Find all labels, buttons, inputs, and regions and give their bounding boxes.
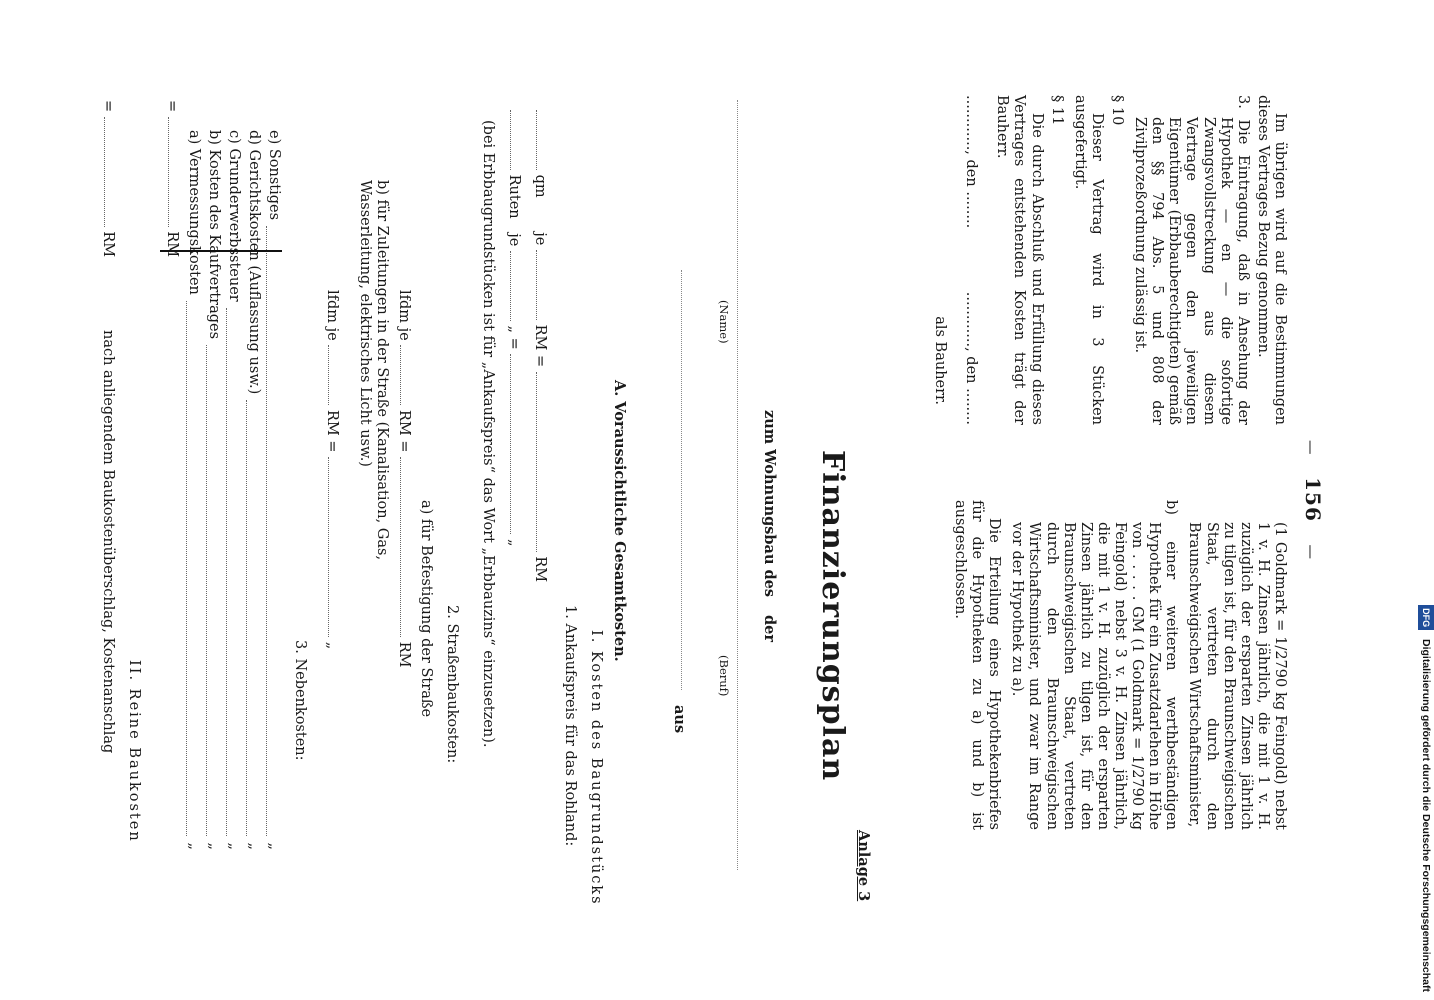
neben-row: b) Kosten des Kaufvertrages „ — [202, 130, 222, 850]
section-2-text: nach anliegendem Baukostenüberschlag, Kostenanschlag — [100, 330, 116, 754]
page-number: 156 — [1301, 477, 1325, 522]
digitization-credit — [1418, 8, 1434, 992]
date-right: ............, den ........ — [963, 291, 980, 425]
neben-label: b) Kosten des Kaufvertrages — [206, 130, 222, 340]
section-1-3-label: 3. Nebenkosten: — [292, 640, 308, 761]
neben-label: c) Grunderwerbssteuer — [226, 130, 242, 302]
strasse-b-label: b) für Zuleitungen in der Straße (Kanalisation, Gas, Wasserleitung, elektrisches Licht usw.) — [356, 180, 390, 561]
neben-row: a) Vermessungskosten „ — [182, 130, 202, 850]
date-row — [962, 95, 979, 425]
form-title: Finanzierungsplan — [815, 450, 850, 782]
nebenkosten-total-row: = RM — [164, 100, 180, 258]
strasse-a-row: lfdm je RM = RM — [396, 290, 412, 668]
right-paragraph-3: Dieser Vertrag wird in 3 Stücken ausgefertigt. — [1071, 95, 1105, 425]
left-paragraph-3: Die Erteilung eines Hypothekenbriefes für die Hypotheken zu a) und b) ist ausgeschlossen. — [952, 500, 1003, 830]
rohland-ruten-row: Ruten je „ = „ — [505, 110, 522, 547]
section-1-heading: I. Kosten des Baugrundstücks — [588, 630, 604, 906]
strasse-b-row: lfdm je RM = „ — [324, 290, 340, 650]
name-line — [737, 100, 738, 870]
date-left: ............, den ........ — [963, 95, 980, 229]
page-header — [1300, 440, 1324, 590]
left-paragraph-1: (1 Goldmark = 1/2790 kg Feingold) nebst 1 v. H. Zinsen jährlich, die mit 1 v. H. zuzüglich der ersparten Zinsen jährlich zu tilgen ist, für den Braunschweigischen Staat, vertreten durch den Braunschweigischen Wirtschaftsminister, — [1186, 522, 1288, 830]
text-column-right — [931, 95, 1288, 425]
dfg-badge: DFG — [1418, 605, 1434, 630]
right-paragraph-4: Die durch Abschluß und Erfüllung dieses Vertrages entstehenden Kosten trägt der Bauherr. — [994, 95, 1045, 425]
erbbau-note: (bei Erbbaugrundstücken ist für „Ankaufspreis“ das Wort „Erbbauzins“ einzusetzen). — [480, 120, 496, 748]
right-paragraph-1: Im übrigen wird auf die Bestimmungen dieses Vertrages Bezug genommen. — [1254, 95, 1288, 425]
strasse-a-label: a) für Befestigung der Straße — [418, 500, 434, 718]
section-a-heading: A. Voraussichtliche Gesamtkosten. — [611, 380, 628, 662]
section-11-heading: § 11 — [1048, 95, 1065, 126]
baukosten-total-row: = RM — [100, 100, 116, 258]
section-2-heading: II. Reine Baukosten — [126, 660, 142, 843]
aus-line — [681, 270, 682, 690]
credit-text: Digitalisierung gefördert durch die Deutsche Forschungsgemeinschaft — [1420, 639, 1432, 992]
neben-label: a) Vermessungskosten — [186, 130, 202, 295]
section-1-1-label: 1. Ankaufspreis für das Rohland: — [562, 605, 578, 847]
section-1-2-label: 2. Straßenbaukosten: — [444, 605, 460, 764]
header-dash-right: — — [1302, 544, 1318, 559]
neben-label: d) Gerichtskosten (Auflassung usw.) — [246, 130, 262, 395]
neben-row: e) Sonstiges „ — [262, 130, 282, 850]
name-caption: (Name) — [717, 300, 731, 344]
role-label: als Bauherr. — [932, 316, 949, 405]
neben-row: c) Grunderwerbssteuer „ — [222, 130, 242, 850]
der-label: der — [761, 615, 778, 643]
text-column-left — [948, 500, 1288, 830]
rohland-qm-row: qm je RM = RM — [531, 110, 548, 582]
anlage-label: Anlage 3 — [855, 830, 872, 902]
section-10-heading: § 10 — [1109, 95, 1126, 126]
neben-row: d) Gerichtskosten (Auflassung usw.) „ — [242, 130, 262, 850]
left-paragraph-2: b) einer weiteren werthbeständigen Hypothek für ein Zusatzdarlehen in Höhe von . . . . . GM (1 Goldmark = 1/2790 kg Feingold) nebst 3 v. H. Zinsen jährlich, die mit 1 v. H. zuzüglich der ersparten Zinsen jährlich zu tilgen ist, für den Braunschweigischen Staat, vertreten durch den Braunschweigischen Wirtschaftsminister, und zwar im Range vor der Hypothek zu a). — [1009, 500, 1180, 830]
right-paragraph-2: 3. Die Eintragung, daß in Ansehung der Hypothek — en — die sofortige Zwangsvollstreckung aus diesem Vertrage gegen den jeweiligen Eigentümer (Erbbauberechtigten) gemäß den §§ 794 Abs. 5 und 808 der Zivilprozeßordnung zulässig ist. — [1132, 95, 1251, 425]
zum-wohnungsbau-label: zum Wohnungsbau des — [761, 410, 778, 598]
neben-label: e) Sonstiges — [266, 130, 282, 221]
nebenkosten-list — [182, 130, 282, 850]
header-dash-left: — — [1302, 440, 1318, 455]
beruf-caption: (Beruf) — [717, 655, 731, 697]
aus-label: aus — [671, 705, 688, 734]
